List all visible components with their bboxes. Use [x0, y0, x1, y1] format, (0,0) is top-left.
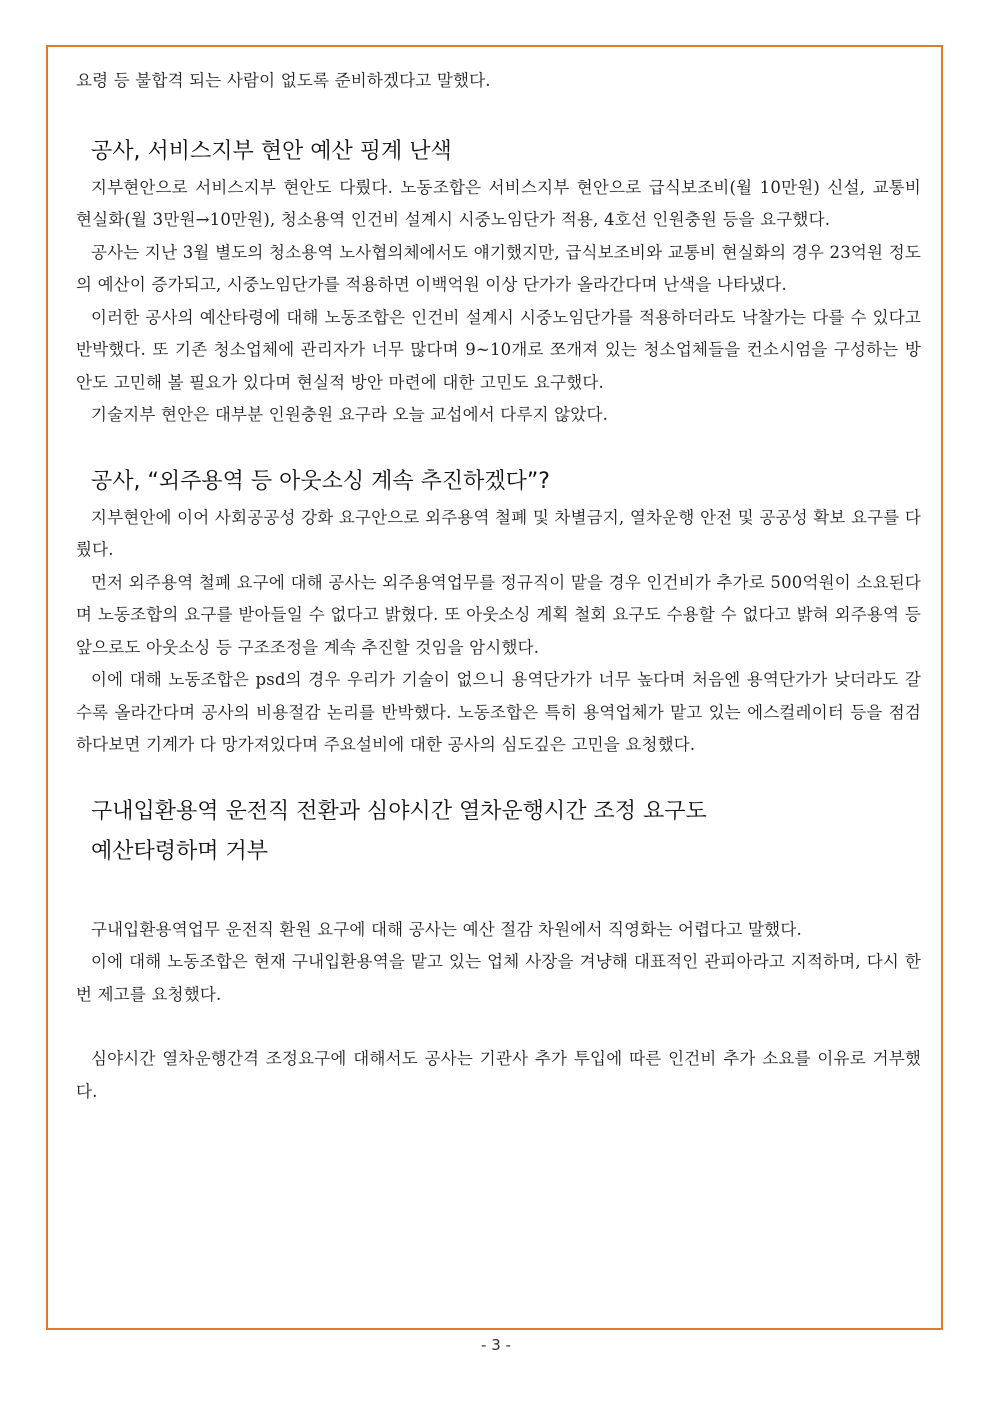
paragraph-shunting-rebuttal: 이에 대해 노동조합은 현재 구내입환용역을 맡고 있는 업체 사장을 겨냥해 대표적인 관피아라고 지적하며, 다시 한 번 제고를 요청했다.: [76, 952, 921, 1004]
heading-shunting-line1: 구내입환용역 운전직 전환과 심야시간 열차운행시간 조정 요구도: [91, 798, 707, 824]
page-frame: [46, 45, 943, 1330]
paragraph-night-interval: 심야시간 열차운행간격 조정요구에 대해서도 공사는 기관사 추가 투입에 따른 인건비 추가 소요를 이유로 거부했다.: [76, 1049, 921, 1101]
paragraph-public-demands: 지부현안에 이어 사회공공성 강화 요구안으로 외주용역 철폐 및 차별금지, 열차운행 안전 및 공공성 확보 요구를 다뤘다.: [76, 507, 921, 559]
paragraph-company-response: 공사는 지난 3월 별도의 청소용역 노사협의체에서도 얘기했지만, 급식보조비와 교통비 현실화의 경우 23억원 정도의 예산이 증가되고, 시중노임단가를 적용하면 이백억원 이상 단가가 올라간다며 난색을 나타냈다.: [76, 242, 921, 294]
heading-service-branch: 공사, 서비스지부 현안 예산 핑계 난색: [91, 138, 452, 164]
heading-outsourcing: 공사, “외주용역 등 아웃소싱 계속 추진하겠다”?: [91, 468, 550, 494]
document-body: [76, 65, 921, 1108]
heading-shunting-line2: 예산타령하며 거부: [91, 838, 269, 864]
paragraph-service-demands: 지부현안으로 서비스지부 현안도 다뤘다. 노동조합은 서비스지부 현안으로 급식보조비(월 10만원) 신설, 교통비 현실화(월 3만원→10만원), 청소용역 인건비 설계시 시중노임단가 적용, 4호선 인원충원 등을 요구했다.: [76, 177, 921, 229]
page-number: - 3 -: [481, 1336, 511, 1354]
paragraph-tech-branch: 기술지부 현안은 대부분 인원충원 요구라 오늘 교섭에서 다루지 않았다.: [91, 405, 609, 424]
paragraph-outsourcing-response: 먼저 외주용역 철폐 요구에 대해 공사는 외주용역업무를 정규직이 맡을 경우 인건비가 추가로 500억원이 소요된다며 노동조합의 요구를 받아들일 수 없다고 밝혔다. 또 아웃소싱 계획 철회 요구도 수용할 수 없다고 밝혀 외주용역 등 앞으로도 아웃소싱 등 구조조정을 계속 추진할 것임을 암시했다.: [76, 572, 921, 657]
paragraph-union-rebuttal: 이러한 공사의 예산타령에 대해 노동조합은 인건비 설계시 시중노임단가를 적용하더라도 낙찰가는 다를 수 있다고 반박했다. 또 기존 청소업체에 관리자가 너무 많다며 9~10개로 쪼개져 있는 청소업체들을 컨소시엄을 구성하는 방안도 고민해 볼 필요가 있다며 현실적 방안 마련에 대한 고민도 요구했다.: [76, 307, 921, 392]
paragraph-psd-rebuttal: 이에 대해 노동조합은 psd의 경우 우리가 기술이 없으니 용역단가가 너무 높다며 처음엔 용역단가가 낮더라도 갈수록 올라간다며 공사의 비용절감 논리를 반박했다. 노동조합은 특히 용역업체가 맡고 있는 에스컬레이터 등을 점검하다보면 기계가 다 망가져있다며 주요설비에 대한 공사의 심도깊은 고민을 요청했다.: [76, 670, 921, 754]
paragraph-shunting-response: 구내입환용역업무 운전직 환원 요구에 대해 공사는 예산 절감 차원에서 직영화는 어렵다고 말했다.: [91, 919, 802, 939]
paragraph-intro: 요령 등 불합격 되는 사람이 없도록 준비하겠다고 말했다.: [76, 71, 491, 90]
